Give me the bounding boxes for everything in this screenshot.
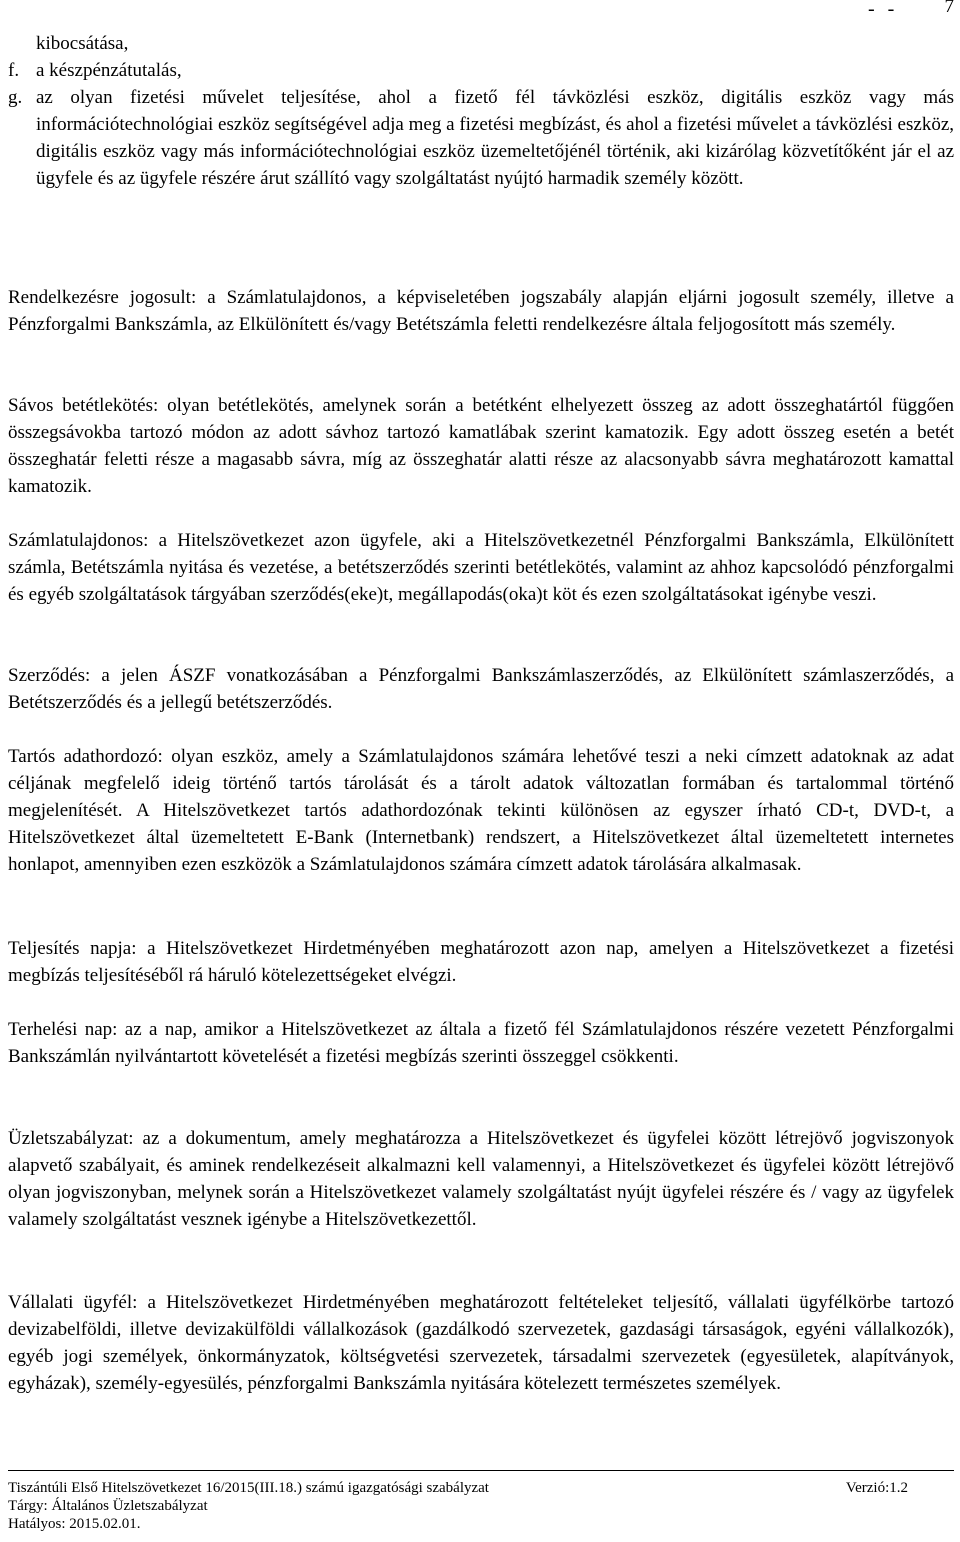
footer-effective-date: Hatályos: 2015.02.01. xyxy=(8,1516,141,1532)
footer-row xyxy=(8,1479,954,1497)
footer-regulation: Tiszántúli Első Hitelszövetkezet 16/2015(III.18.) számú igazgatósági szabályzat xyxy=(8,1480,489,1496)
list-item-e-tail xyxy=(8,30,954,57)
paragraph-szerzodes: Szerződés: a jelen ÁSZF vonatkozásában a Pénzforgalmi Bankszámlaszerződés, az Elkülönített számlaszerződés, a Betétszerződés és a jellegű betétszerződés. xyxy=(8,665,954,713)
page-footer xyxy=(8,1479,954,1533)
list-marker: g. xyxy=(8,87,23,108)
paragraph-uzletszabalyzat: Üzletszabályzat: az a dokumentum, amely meghatározza a Hitelszövetkezet és ügyfelei között létrejövő jogviszonyok alapvető szabályait, és aminek rendelkezéseit alkalmazni kell valamennyi, a Hitelszövetkezet és ügyfelei között létrejövő olyan jogviszonyban, melynek során a Hitelszövetkezet valamely szolgáltatást nyújt ügyfelei részére és / vagy az ügyfelek valamely szolgáltatást vesznek igénybe a Hitelszövetkezettől. xyxy=(8,1128,954,1230)
paragraph-savos-betetlekotes: Sávos betétlekötés: olyan betétlekötés, amelynek során a betétként elhelyezett összeg az adott összeghatártól függően összegsávokba tartozó módon az adott sávhoz tartozó kamatlábak szerint kamatozik. Egy adott összeg esetén a betét összeghatár feletti része a magasabb sávra, míg az összeghatár alatti része az alacsonyabb sávra meghatározott kamattal kamatozik. xyxy=(8,395,954,497)
list-item-g xyxy=(8,84,954,192)
list-item-text: kibocsátása, xyxy=(36,33,129,54)
footer-divider xyxy=(8,1470,954,1471)
list-item-text: a készpénzátutalás, xyxy=(36,60,182,81)
paragraph-szamlatulajdonos: Számlatulajdonos: a Hitelszövetkezet azon ügyfele, aki a Hitelszövetkezetnél Pénzforgalmi Bankszámla, Elkülönített számla, Betétszámla nyitása és vezetése, a betétszerződés szerinti betétlekötés, valamint az ahhoz kapcsolódó pénzforgalmi és egyéb szolgáltatások tárgyában szerződés(eke)t, megállapodás(oka)t köt és ezen szolgáltatásokat igénybe veszi. xyxy=(8,530,954,605)
paragraph-tartos-adathordozo: Tartós adathordozó: olyan eszköz, amely a Számlatulajdonos számára lehetővé teszi a neki címzett adatoknak az adat céljának megfelelő ideig történő tartós tárolását és a tárolt adatok változatlan formában és tartalommal történő megjelenítését. A Hitelszövetkezet tartós adathordozónak tekinti különösen az egyszer írható CD-t, DVD-t, a Hitelszövetkezet által üzemeltetett E-Bank (Internetbank) rendszert, a Hitelszövetkezet által üzemeltetett internetes honlapot, amennyiben ezen eszközök a Számlatulajdonos számára címzett adatok tárolására alkalmasak. xyxy=(8,746,954,875)
list-marker: f. xyxy=(8,60,20,81)
footer-version: Verzió:1.2 xyxy=(845,1480,908,1496)
definition-list xyxy=(8,30,954,192)
list-item-f xyxy=(8,57,954,84)
paragraph-teljesites-napja: Teljesítés napja: a Hitelszövetkezet Hirdetményében meghatározott azon nap, amelyen a Hitelszövetkezet a fizetési megbízás teljesítéséből rá háruló kötelezettségeket elvégzi. xyxy=(8,938,954,986)
paragraph-terhelesi-nap: Terhelési nap: az a nap, amikor a Hitelszövetkezet az általa a fizető fél Számlatulajdonos részére vezetett Pénzforgalmi Bankszámlán nyilvántartott követelését a fizetési megbízás szerinti összeggel csökkenti. xyxy=(8,1019,954,1067)
paragraph-rendelkezesre-jogosult: Rendelkezésre jogosult: a Számlatulajdonos, a képviseletében jogszabály alapján eljárni jogosult személy, illetve a Pénzforgalmi Bankszámla, az Elkülönített és/vagy Betétszámla feletti rendelkezésre általa feljogosított más személy. xyxy=(8,287,954,335)
list-item-text: az olyan fizetési művelet teljesítése, ahol a fizető fél távközlési eszköz, digitális eszköz vagy más információtechnológiai eszköz segítségével adja meg a fizetési megbízást, és ahol a fizetési művelet a távközlési eszköz, digitális eszköz vagy más információtechnológiai eszköz üzemeltetőjénél történik, aki kizárólag közvetítőként jár el az ügyfele és az ügyfele részére árut szállító vagy szolgáltatást nyújtó harmadik személy között. xyxy=(36,87,954,189)
footer-subject: Tárgy: Általános Üzletszabályzat xyxy=(8,1498,208,1514)
page-number: 7 xyxy=(944,0,954,17)
header-dashes: - - xyxy=(868,0,899,20)
paragraph-vallalati-ugyfel: Vállalati ügyfél: a Hitelszövetkezet Hirdetményében meghatározott feltételeket teljesítő, vállalati ügyfélkörbe tartozó devizabelföldi, illetve devizakülföldi vállalkozások (gazdálkodó szervezetek, gazdasági társaságok, egyéni vállalkozók), egyéb jogi személyek, önkormányzatok, költségvetési szervezetek, társadalmi szervezetek (egyesületek, alapítványok, egyházak), személy-egyesülés, pénzforgalmi Bankszámla nyitására kötelezett természetes személyek. xyxy=(8,1292,954,1394)
